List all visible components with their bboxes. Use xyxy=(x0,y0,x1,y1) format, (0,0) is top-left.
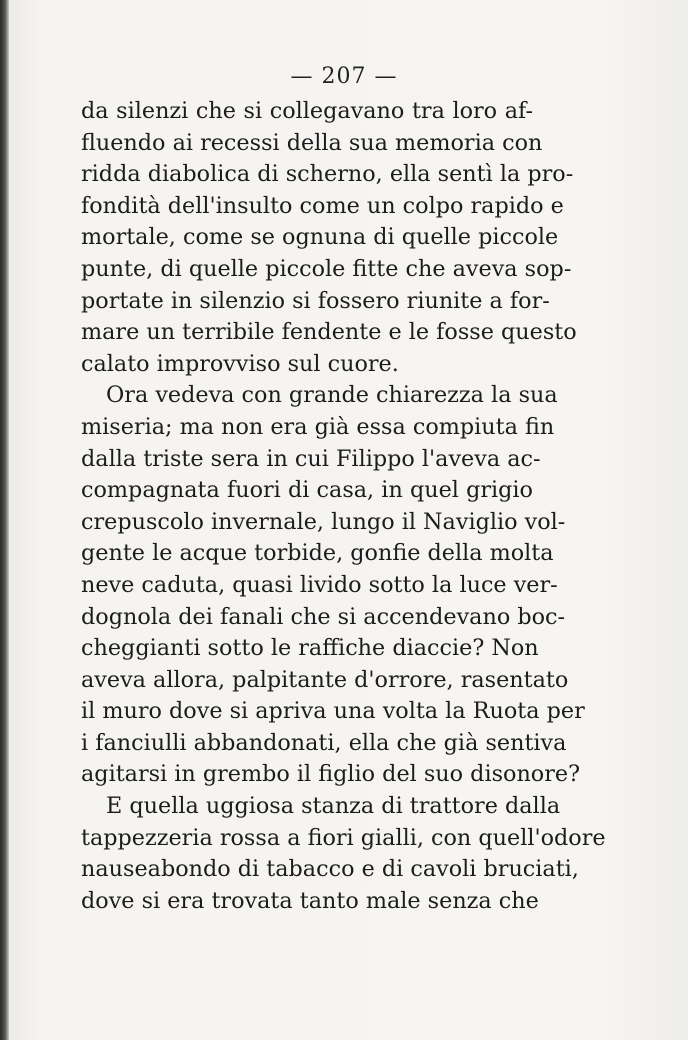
text-line: Ora vedeva con grande chiarezza la sua xyxy=(106,382,558,409)
text-line: gente le acque torbide, gonfie della molta xyxy=(81,540,554,567)
text-line: fluendo ai recessi della sua memoria con xyxy=(81,129,543,156)
paragraph xyxy=(81,96,577,380)
text-line: aveva allora, palpitante d'orrore, rasentato xyxy=(81,666,569,693)
paragraph xyxy=(81,380,585,791)
text-line: dove si era trovata tanto male senza che xyxy=(81,887,539,914)
page-number: — 207 — xyxy=(290,64,398,89)
text-line: E quella uggiosa stanza di trattore dalla xyxy=(106,793,561,820)
text-line: calato improvviso sul cuore. xyxy=(81,350,399,377)
text-line: neve caduta, quasi livido sotto la luce ver- xyxy=(81,571,558,598)
body-text xyxy=(81,96,606,917)
text-line: agitarsi in grembo il figlio del suo disonore? xyxy=(81,761,581,788)
text-line: punte, di quelle piccole fitte che aveva sop- xyxy=(81,255,572,282)
text-line: portate in silenzio si fossero riunite a for- xyxy=(81,287,550,314)
text-line: compagnata fuori di casa, in quel grigio xyxy=(81,477,533,504)
text-line: ridda diabolica di scherno, ella sentì la pro- xyxy=(81,161,574,188)
text-line: il muro dove si apriva una volta la Ruota per xyxy=(81,698,585,725)
text-line: dognola dei fanali che si accendevano boc- xyxy=(81,603,566,630)
text-line: nauseabondo di tabacco e di cavoli bruciati, xyxy=(81,856,579,883)
text-line: miseria; ma non era già essa compiuta fin xyxy=(81,413,555,440)
text-line: mortale, come se ognuna di quelle piccole xyxy=(81,224,559,251)
book-spine-edge xyxy=(0,0,9,1040)
text-line: crepuscolo invernale, lungo il Naviglio vol- xyxy=(81,508,566,535)
text-line: i fanciulli abbandonati, ella che già sentiva xyxy=(81,729,567,756)
text-line: fondità dell'insulto come un colpo rapido e xyxy=(81,192,564,219)
text-line: da silenzi che si collegavano tra loro af- xyxy=(81,98,533,124)
text-line: cheggianti sotto le raffiche diaccie? Non xyxy=(81,635,539,662)
text-line: mare un terribile fendente e le fosse questo xyxy=(81,319,577,346)
paragraph xyxy=(81,791,606,917)
text-line: dalla triste sera in cui Filippo l'aveva ac- xyxy=(81,445,541,472)
text-line: tappezzeria rossa a fiori gialli, con quell'odore xyxy=(81,824,606,851)
